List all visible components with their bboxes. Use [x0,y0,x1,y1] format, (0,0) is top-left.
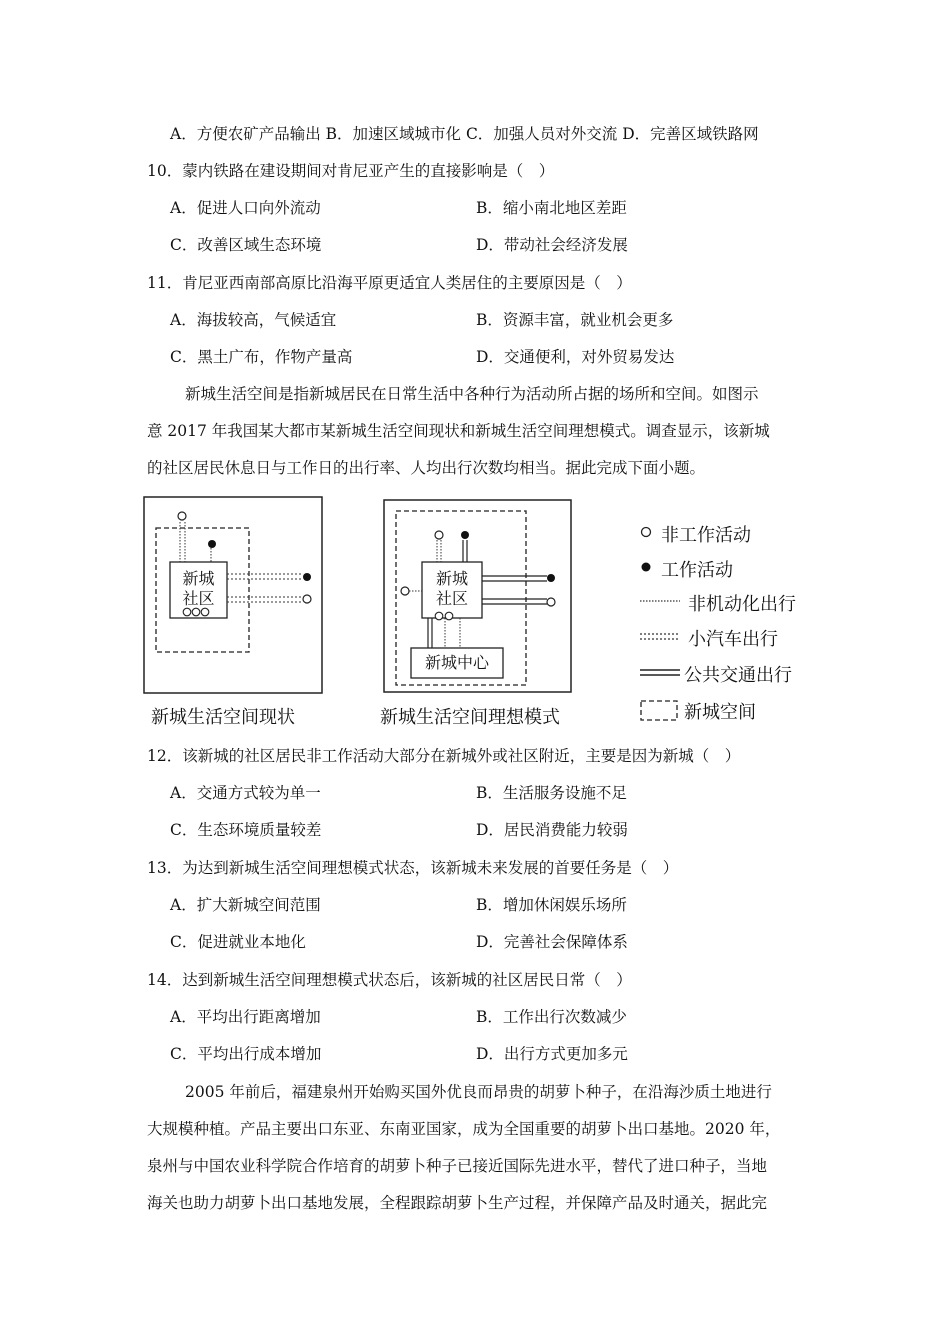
q12-option-d: D．居民消费能力较弱 [476,821,628,839]
legend-work: 工作活动 [661,560,733,581]
caption-ideal: 新城生活空间理想模式 [380,707,560,728]
legend-car: 小汽车出行 [688,629,778,650]
q12-option-b: B．生活服务设施不足 [476,784,627,802]
non-work-activity-icon [178,512,186,520]
work-activity-icon [303,573,311,581]
right-community-label [422,569,482,609]
q13-option-a: A．扩大新城空间范围 [170,896,321,914]
passage-new-city [147,376,819,487]
new-city-center-label: 新城中心 [424,653,489,672]
q14-option-b: B．工作出行次数减少 [476,1008,627,1026]
passage-line: 海关也助力胡萝卜出口基地发展，全程跟踪胡萝卜生产过程，并保障产品及时通关，据此完 [147,1194,768,1212]
legend-new-city-space: 新城空间 [684,702,756,723]
q14-stem: 14．达到新城生活空间理想模式状态后，该新城的社区居民日常（ ） [147,971,632,989]
q10-stem: 10．蒙内铁路在建设期间对肯尼亚产生的直接影响是（ ） [147,162,555,180]
non-work-activity-icon [201,608,209,616]
q13-option-c: C．促进就业本地化 [170,933,306,951]
q13-stem: 13．为达到新城生活空间理想模式状态，该新城未来发展的首要任务是（ ） [147,859,679,877]
legend-work-icon [642,563,651,572]
q10-option-a: A．促进人口向外流动 [170,199,321,217]
q11-option-a: A．海拔较高，气候适宜 [170,311,337,329]
q11-stem: 11．肯尼亚西南部高原比沿海平原更适宜人类居住的主要原因是（ ） [147,274,632,292]
label-line: 社区 [435,589,468,608]
label-line: 新城 [435,569,468,588]
q13-option-d: D．完善社会保障体系 [476,933,628,951]
q14-option-d: D．出行方式更加多元 [476,1045,628,1063]
work-activity-icon [461,531,469,539]
non-work-activity-icon [435,531,443,539]
passage-carrot [147,1074,819,1222]
non-work-activity-icon [183,608,191,616]
label-line: 社区 [182,589,215,608]
left-community-label [170,569,227,609]
non-work-activity-icon [445,612,453,620]
legend-non-work: 非工作活动 [661,525,751,546]
legend-non-work-icon [642,528,651,537]
non-work-activity-icon [192,608,200,616]
non-work-activity-icon [435,612,443,620]
legend-new-city-space-icon [641,701,677,720]
passage-line: 泉州与中国农业科学院合作培育的胡萝卜种子已接近国际先进水平，替代了进口种子，当地 [147,1157,768,1175]
passage-line: 意 2017 年我国某大都市某新城生活空间现状和新城生活空间理想模式。调查显示，该新城 [147,422,770,440]
q12-option-a: A．交通方式较为单一 [170,784,321,802]
q12-option-c: C．生态环境质量较差 [170,821,322,839]
work-activity-icon [208,540,216,548]
q14-option-a: A．平均出行距离增加 [170,1008,321,1026]
q13-option-b: B．增加休闲娱乐场所 [476,896,627,914]
non-work-activity-icon [303,595,311,603]
work-activity-icon [547,574,555,582]
q10-option-b: B．缩小南北地区差距 [476,199,627,217]
new-city-diagram [143,495,823,735]
q14-option-c: C．平均出行成本增加 [170,1045,322,1063]
q11-option-b: B．资源丰富，就业机会更多 [476,311,674,329]
caption-current: 新城生活空间现状 [151,707,295,728]
q10-option-d: D．带动社会经济发展 [476,236,628,254]
passage-line: 2005 年前后，福建泉州开始购买国外优良而昂贵的胡萝卜种子，在沿海沙质土地进行 [185,1083,772,1101]
q11-option-c: C．黑土广布，作物产量高 [170,348,353,366]
legend-non-motorized: 非机动化出行 [688,594,796,615]
passage-line: 的社区居民休息日与工作日的出行率、人均出行次数均相当。据此完成下面小题。 [147,459,706,477]
q11-option-d: D．交通便利，对外贸易发达 [476,348,675,366]
passage-line: 大规模种植。产品主要出口东亚、东南亚国家，成为全国重要的胡萝卜出口基地。2020 年， [147,1120,781,1138]
non-work-activity-icon [547,598,555,606]
non-work-activity-icon [401,587,409,595]
q9-options: A．方便农矿产品输出 B．加速区域城市化 C．加强人员对外交流 D．完善区域铁路网 [170,125,759,143]
legend-public-transit: 公共交通出行 [684,665,792,686]
passage-line: 新城生活空间是指新城居民在日常生活中各种行为活动所占据的场所和空间。如图示 [185,385,759,403]
label-line: 新城 [182,569,215,588]
q10-option-c: C．改善区域生态环境 [170,236,322,254]
q12-stem: 12．该新城的社区居民非工作活动大部分在新城外或社区附近，主要是因为新城（ ） [147,747,741,765]
